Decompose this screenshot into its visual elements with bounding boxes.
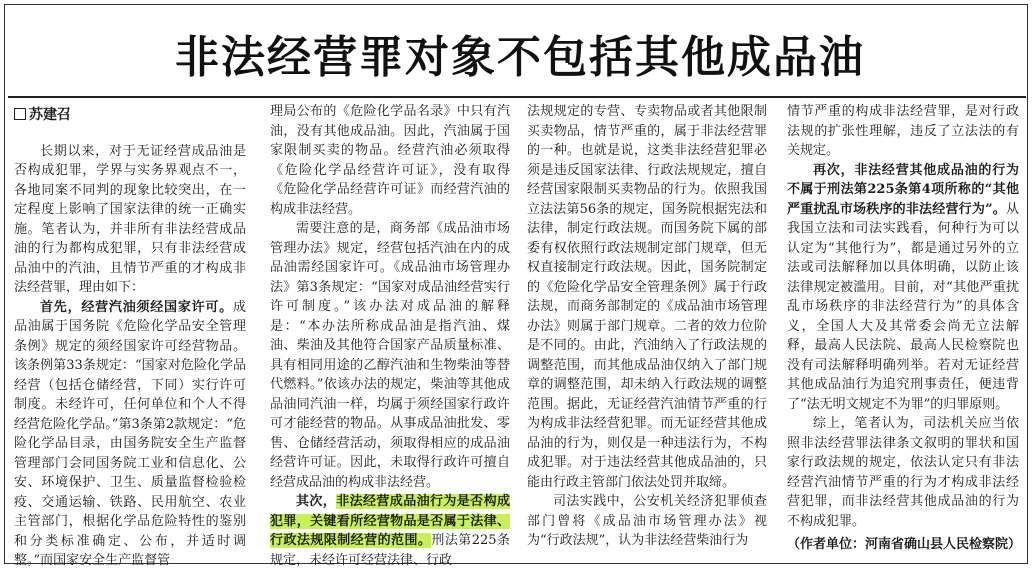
- paragraph-lead: 再次，非法经营其他成品油的行为不属于刑法第225条第4项所称的“其他严重扰乱市场秩序的非法经营行为”。: [787, 162, 1019, 217]
- headline: 非法经营罪对象不包括其他成品油: [175, 32, 865, 83]
- paragraph: 司法实践中，公安机关经济犯罪侦查部门曾将《成品油市场管理办法》视为“行政法规”，认为非法经营柴油行为: [527, 494, 767, 548]
- paragraph: [787, 161, 1019, 415]
- paragraph: [14, 298, 246, 571]
- column-1: [14, 102, 246, 568]
- byline: [14, 106, 246, 126]
- column-3: [527, 102, 767, 557]
- byline-box-icon: [14, 108, 26, 120]
- paragraph: 综上，笔者认为，司法机关应当依照非法经营罪法律条文叙明的罪状和国家行政法规的规定，依法认定只有非法经营汽油情节严重的行为才构成非法经营犯罪，而非法经营其他成品油的行为不构成犯罪。: [787, 416, 1019, 529]
- column-2: [270, 102, 510, 568]
- paragraph: 需要注意的是，商务部《成品油市场管理办法》规定，经营包括汽油在内的成品油需经国家许可。《成品油市场管理办法》第3条规定：“国家对成品油经营实行许可制度。”该办法对成品油的解释是：“本办法所称成品油是指汽油、煤油、柴油及其他符合国家产品质量标准、具有相同用途的乙醇汽油和生物柴油等替代燃料。”依该办法的规定，柴油等其他成品油同汽油一样，均属于须经国家行政许可才能经营的物品。从事成品油批发、零售、仓储经营活动，须取得相应的成品油经营许可证。因此，未取得行政许可擅自经营成品油的构成非法经营。: [270, 221, 510, 490]
- paragraph: [270, 492, 510, 570]
- paragraph: 理局公布的《危险化学品名录》中只有汽油，没有其他成品油。因此，汽油属于国家限制买卖的物品。经营汽油必须取得《危险化学品经营许可证》，没有取得《危险化学品经营许可证》而经营汽油的构成非法经营。: [270, 104, 510, 217]
- paragraph-lead: 其次，: [296, 494, 337, 509]
- paragraph: 长期以来，对于无证经营成品油是否构成犯罪，学界与实务界观点不一，各地同案不同判的现象比较突出，在一定程度上影响了国家法律的统一正确实施。笔者认为，并非所有非法经营成品油的行为都构成犯罪，只有非法经营成品油中的汽油，且情节严重的才构成非法经营罪，理由如下：: [14, 143, 246, 295]
- column-4: [787, 102, 1022, 557]
- author-affiliation: （作者单位：河南省确山县人民检察院）: [787, 537, 1022, 552]
- headline-rule: [8, 96, 1026, 98]
- paragraph-text: 刑法第225条规定，未经许可经营法律、行政: [270, 533, 510, 568]
- highlighted-text: 非法经营成品油行为是否构成犯罪，关键看所经营物品是否属于法律、行政法规限制经营的范围。: [270, 494, 510, 548]
- paragraph: 法规规定的专营、专卖物品或者其他限制买卖物品，情节严重的，属于非法经营罪的一种。也就是说，这类非法经营犯罪必须是违反国家法律、行政法规规定，擅自经营国家限制买卖物品的行为。依照我国立法法第56条的规定，国务院根据宪法和法律，制定行政法规。而国务院下属的部委有权依照行政法规制定部门规章，但无权直接制定行政法规。因此，国务院制定的《危险化学品安全管理条例》属于行政法规，而商务部制定的《成品油市场管理办法》则属于部门规章。二者的效力位阶是不同的。由此，汽油纳入了行政法规的调整范围，而其他成品油仅纳入了部门规章的调整范围，却未纳入行政法规的调整范围。据此，无证经营汽油情节严重的行为构成非法经营犯罪。而无证经营其他成品油的行为，则仅是一种违法行为，不构成犯罪。对于违法经营其他成品油的，只能由行政主管部门依法处罚并取缔。: [527, 104, 767, 490]
- paragraph-lead: 首先，经营汽油须经国家许可。: [40, 299, 233, 315]
- paragraph: 情节严重的构成非法经营罪，是对行政法规的扩张性理解，违反了立法法的有关规定。: [787, 104, 1019, 158]
- author-name: 苏建召: [29, 107, 71, 123]
- paragraph-text: 成品油属于国务院《危险化学品安全管理条例》规定的须经国家许可经营物品。该条例第33条规定：“国家对危险化学品经营（包括仓储经营，下同）实行许可制度。未经许可，任何单位和个人不得经营危险化学品。”第3条第2款规定：“危险化学品目录，由国务院安全生产监督管理部门会同国务院工业和信息化、公安、环境保护、卫生、质量监督检验检疫、交通运输、铁路、民用航空、农业主管部门，根据化学品危险特性的鉴别和分类标准确定、公布，并适时调整。”而国家安全生产监督管: [14, 299, 246, 568]
- paragraph-text: 从我国立法和司法实践看，何种行为可以认定为“其他行为”，都是通过另外的立法或司法解释加以具体明确，以防止该法律规定被滥用。目前，对“其他严重扰乱市场秩序的非法经营行为”的具体含义，全国人大及其常委会尚无立法解释，最高人民法院、最高人民检察院也没有司法解释明确列举。若对无证经营其他成品油行为追究刑事责任，便违背了“法无明文规定不为罪”的归罪原则。: [787, 201, 1019, 412]
